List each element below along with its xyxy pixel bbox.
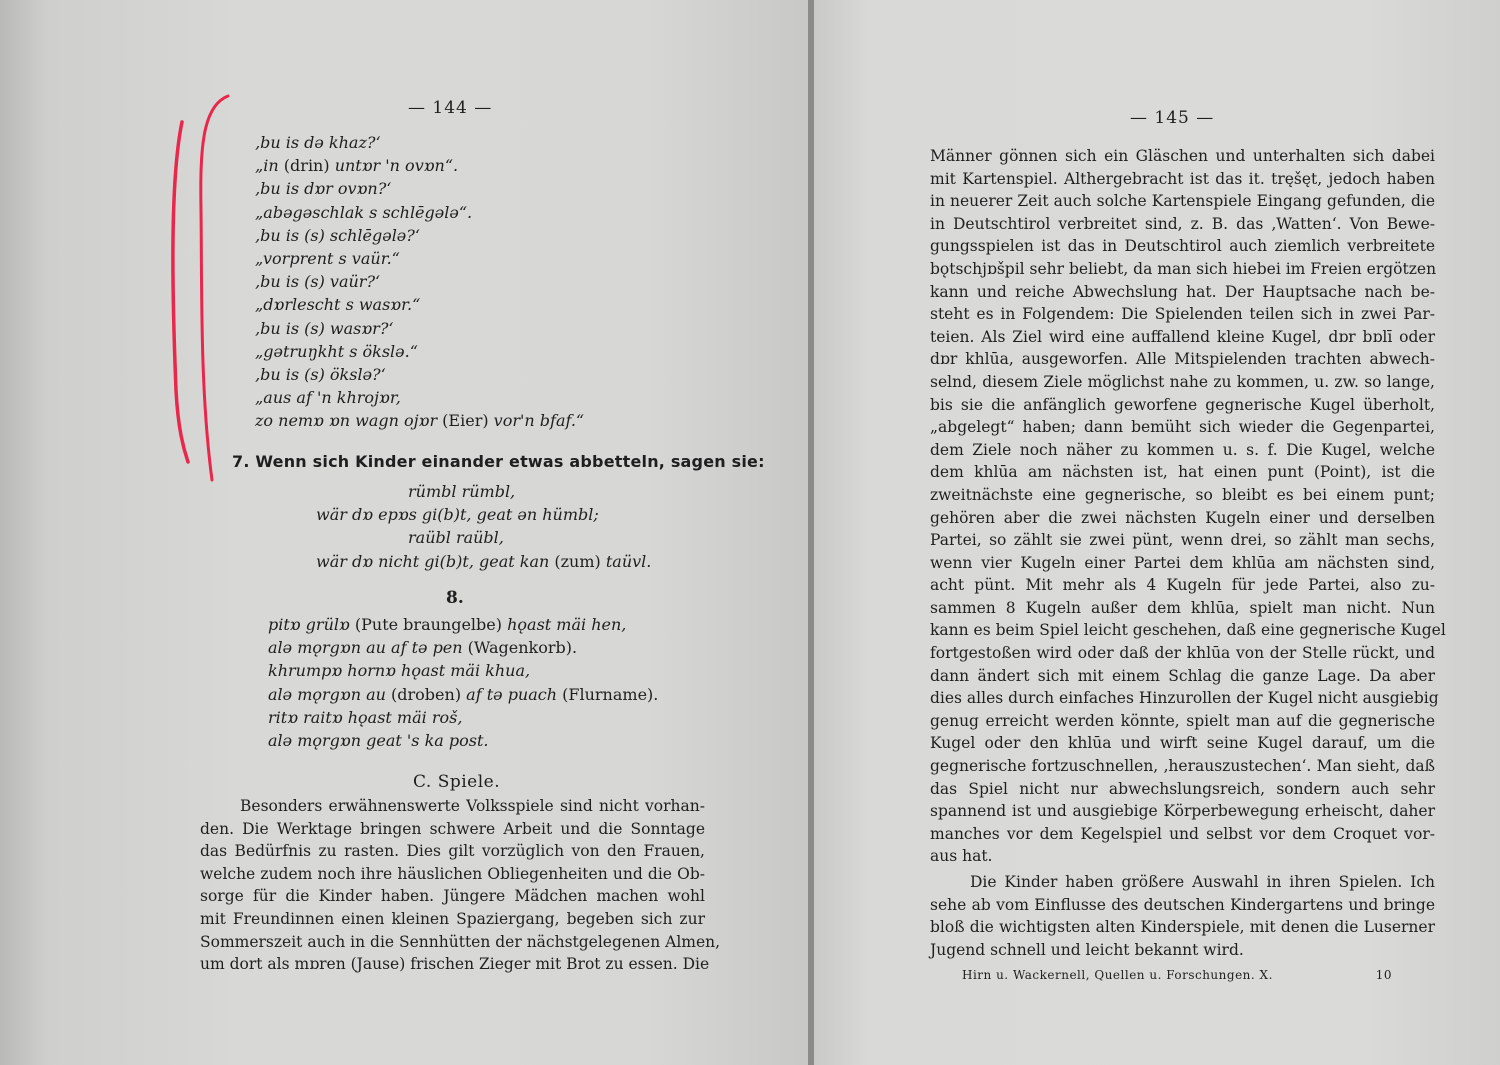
text-segment: alə mǫrgɒn geat 's ka post. [268,731,489,750]
text-segment: ‚bu is (s) schlēgələ?‘ [255,225,420,245]
prose-line: manches vor dem Kegelspiel und selbst vor dem Croquet vor- [930,824,1435,843]
section-7-heading: 7. Wenn sich Kinder einander etwas abbetteln, sagen sie: [232,452,765,471]
prose-line: bloß die wichtigsten alten Kinderspiele, mit denen die Luserner [930,918,1435,937]
text-segment: af tə puach [466,684,558,704]
prose-line: selnd, diesem Ziele möglichst nahe zu kommen, u. zw. so lange, [930,372,1435,391]
prose-line: Kugel oder den khlūa und wirft seine Kugel darauf, um die [930,734,1435,753]
dialog-line [255,318,393,340]
text-segment: vor'n bfaf.“ [493,411,585,431]
text-segment: „abəgəschlak s schlēgələ“. [255,202,473,222]
prose-line: bis sie die anfänglich geworfene gegnerische Kugel überholt, [930,395,1435,414]
footer-sheet-number: 10 [1375,968,1392,982]
prose-line: den. Die Werktage bringen schwere Arbeit und die Sonntage [200,819,705,838]
text-segment: alə mǫrgɒn au [268,684,386,704]
text-segment: alə mǫrgɒn au af tə pen [268,638,463,658]
prose-line: welche zudem noch ihre häuslichen Obliegenheiten und die Ob- [200,864,705,883]
prose-line: das Spiel nicht nur abwechslungsreich, sondern auch sehr [930,779,1435,798]
prose-line: dem Ziele noch näher zu kommen u. s. f. Die Kugel, welche [930,440,1435,459]
dialog-line [255,225,420,247]
prose-line: „abgelegt“ haben; dann bemüht sich wieder die Gegenpartei, [930,418,1435,437]
prose-line: Sommerszeit auch in die Sennhütten der nächstgelegenen Almen, [200,932,721,951]
prose-line: teien. Als Ziel wird eine auffallend kleine Kugel, dɒr bɒlī oder [930,327,1435,346]
text-segment: wär dɒ nicht gi(b)t, geat kan [316,551,550,571]
text-segment: ‚bu is də khaz?‘ [255,133,381,152]
prose-line: gungsspielen ist das in Deutschtirol auch ziemlich verbreitete [930,237,1435,256]
verse-line [268,637,577,659]
text-segment: hǫast mäi hen, [507,615,627,634]
prose-line: Partei, so zählt sie zwei pünt, wenn drei, so zählt man sechs, [930,531,1435,550]
text-segment: „in [255,156,279,176]
section-8-number: 8. [446,588,464,608]
text-segment: „vorprent s vaür.“ [255,249,400,268]
prose-line: dann ändert sich mit einem Schlag die ganze Lage. Da aber [930,666,1435,685]
prose-line: in neuerer Zeit auch solche Kartenspiele Eingang gefunden, die [930,192,1435,211]
prose-line: steht es in Folgendem: Die Spielenden teilen sich in zwei Par- [930,305,1435,324]
prose-line: fortgestoßen wird oder daß der khlūa von der Stelle rückt, und [930,644,1435,663]
prose-line: sorge für die Kinder haben. Jüngere Mädchen machen wohl [200,887,705,906]
verse-line [316,551,651,573]
prose-line: um dort als mɒren (Jause) frischen Zieger mit Brot zu essen. Die [200,955,710,974]
dialog-line [255,364,386,386]
prose-line: genug erreicht werden könnte, spielt man auf die gegnerische [930,711,1435,730]
text-segment: wär dɒ epɒs gi(b)t, geat ən hümbl; [316,505,599,525]
prose-line: Jugend schnell und leicht bekannt wird. [930,940,1244,959]
prose-line: mit Kartenspiel. Althergebracht ist das it. tręšęt, jedoch haben [930,169,1435,188]
verse-line [268,614,626,636]
page-number-right: — 145 — [1130,108,1215,128]
right-prose-paragraph-2 [930,871,1435,961]
text-segment: „dɒrlescht s wasɒr.“ [255,295,421,315]
prose-line: Männer gönnen sich ein Gläschen und unterhalten sich dabei [930,147,1435,165]
dialog-line [255,155,458,177]
prose-line: bǫtschjɒšpil sehr beliebt, da man sich hiebei im Freien ergötzen [930,259,1437,278]
prose-line: dies alles durch einfaches Hinzurollen der Kugel nicht ausgiebig [930,689,1439,708]
text-segment: untɒr 'n ovɒn“. [334,156,459,176]
prose-line: Die Kinder haben größere Auswahl in ihren Spielen. Ich [970,873,1435,891]
text-segment: taüvl. [605,551,652,571]
text-segment: rümbl rümbl, [408,482,516,501]
text-segment: (zum) [549,551,606,571]
verse-line [408,481,515,503]
prose-line: aus hat. [930,847,993,866]
text-segment: ‚bu is (s) ökslə?‘ [255,365,386,384]
text-segment: (Eier) [437,411,494,431]
text-segment: khrumpɒ hornɒ hǫast mäi khua, [268,661,531,681]
dialog-line [255,178,391,200]
prose-line: das Bedürfnis zu rasten. Dies gilt vorzüglich von den Frauen, [200,842,705,861]
dialog-line [255,341,418,363]
text-segment: ‚bu is dɒr ovɒn?‘ [255,179,392,199]
text-segment: (drin) [278,156,335,176]
text-segment: ritɒ raitɒ hǫast mäi roš, [268,707,463,727]
right-page [814,0,1500,1065]
prose-line: acht pünt. Mit mehr als 4 Kugeln für jede Partei, also zu- [930,576,1435,595]
text-segment: (Flurname). [557,684,659,704]
verse-line [268,660,530,682]
prose-line: wenn vier Kugeln einer Partei dem khlūa am nächsten sind, [930,553,1435,572]
dialog-line [255,202,472,224]
text-segment: pitɒ grülɒ [268,615,350,634]
prose-line: sehe ab vom Einflusse des deutschen Kindergartens und bringe [930,895,1435,914]
verse-line [408,527,504,549]
prose-line: dɒr khlūa, ausgeworfen. Alle Mitspielenden trachten abwech- [930,350,1435,369]
red-bracket-mark [160,90,230,490]
prose-line: kann es beim Spiel leicht geschehen, daß eine gegnerische Kugel [930,621,1446,640]
text-segment: „aus af 'n khrojɒr, [255,388,401,408]
prose-line: gehören aber die zwei nächsten Kugeln einer und derselben [930,508,1435,527]
verse-line [316,504,599,526]
verse-line [268,707,462,729]
prose-line: mit Freundinnen einen kleinen Spaziergang, begeben sich zur [200,909,705,928]
prose-line: kann und reiche Abwechslung hat. Der Hauptsache nach be- [930,282,1435,301]
verse-line [268,684,658,706]
section-c-heading: C. Spiele. [413,772,501,792]
dialog-line [255,132,381,154]
prose-line: in Deutschtirol verbreitet sind, z. B. das ‚Watten‘. Von Bewe- [930,214,1435,233]
dialog-line [255,248,400,270]
page-footer [962,968,1392,982]
text-segment: ‚bu is (s) wasɒr?‘ [255,318,394,338]
prose-line: spannend ist und ausgiebige Körperbewegung erheischt, daher [930,802,1435,821]
prose-line: dem khlūa am nächsten ist, hat einen punt (Point), ist die [930,463,1435,482]
dialog-line [255,387,401,409]
dialog-line [255,294,420,316]
text-segment: zo nemɒ ɒn wagn ojɒr [255,411,438,431]
text-segment: (Wagenkorb). [462,638,578,658]
text-segment: ‚bu is (s) vaür?‘ [255,272,381,292]
text-segment: raübl raübl, [408,528,504,548]
prose-line: gegnerische fortzuschnellen, ‚herauszustechen‘. Man sieht, daß [930,757,1435,776]
footer-citation: Hirn u. Wackernell, Quellen u. Forschungen. X. [962,968,1273,982]
page-number-left: — 144 — [408,98,493,118]
prose-line: sammen 8 Kugeln außer dem khlūa, spielt man nicht. Nun [930,598,1435,617]
dialog-line [255,271,380,293]
text-segment: (Pute braungelbe) [349,615,508,634]
text-segment: (droben) [385,684,467,704]
right-prose-paragraph-1 [930,145,1446,868]
verse-line [268,730,488,752]
dialog-line [255,410,584,432]
prose-line: Besonders erwähnenswerte Volksspiele sind nicht vorhan- [240,797,705,815]
text-segment: „gətruŋkht s ökslə.“ [255,341,418,361]
prose-line: zweitnächste eine gegnerische, so bleibt es bei einem punt; [930,485,1435,504]
left-prose-paragraph [200,795,721,976]
